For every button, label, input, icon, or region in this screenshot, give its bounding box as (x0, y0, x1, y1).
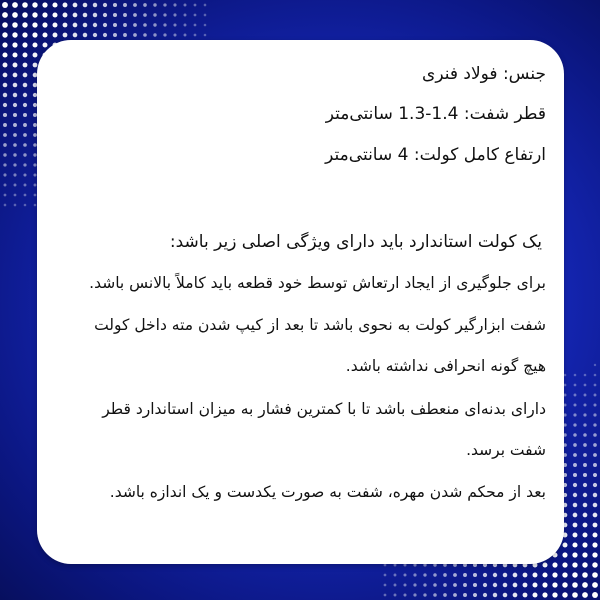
decor-dot (133, 13, 137, 17)
decor-dot (23, 83, 28, 88)
decor-dot (583, 473, 587, 477)
decor-dot (433, 583, 437, 587)
decor-dot (562, 582, 567, 587)
decor-dot (394, 594, 397, 597)
decor-dot (573, 413, 576, 416)
decor-dot (24, 194, 27, 197)
decor-dot (3, 133, 7, 137)
decor-dot (573, 433, 576, 436)
decor-dot (23, 153, 26, 156)
decor-dot (583, 493, 587, 497)
decor-dot (13, 143, 17, 147)
decor-dot (14, 204, 17, 207)
decor-dot (23, 103, 27, 107)
decor-dot (473, 583, 477, 587)
decor-dot (63, 13, 68, 18)
decor-dot (133, 3, 137, 7)
decor-dot (32, 22, 37, 27)
decor-dot (63, 23, 68, 28)
decor-dot (13, 113, 17, 117)
decor-dot (542, 582, 547, 587)
decor-dot (22, 2, 28, 8)
decor-dot (572, 552, 577, 557)
decor-dot (593, 483, 597, 487)
decor-dot (14, 184, 17, 187)
decor-dot (123, 33, 127, 37)
decor-dot (23, 93, 27, 97)
decor-dot (583, 523, 588, 528)
decor-dot (23, 123, 27, 127)
decor-dot (503, 593, 508, 598)
decor-dot (583, 403, 586, 406)
decor-dot (593, 443, 597, 447)
paragraph-line: برای جلوگیری از ایجاد ارتعاش توسط خود قطعه باید کاملاً بالانس باشد. (89, 274, 546, 292)
decor-dot (2, 2, 8, 8)
decor-dot (423, 573, 426, 576)
decor-dot (573, 463, 577, 467)
decor-dot (584, 394, 587, 397)
decor-dot (574, 384, 577, 387)
decor-dot (32, 42, 37, 47)
decor-dot (93, 23, 97, 27)
decor-dot (42, 12, 47, 17)
decor-dot (2, 22, 8, 28)
paragraph-line: بعد از محکم شدن مهره، شفت به صورت یکدست و یک اندازه باشد. (109, 483, 546, 501)
decor-dot (83, 3, 88, 8)
decor-dot (3, 83, 8, 88)
decor-dot (483, 593, 487, 597)
decor-dot (572, 592, 578, 598)
decor-dot (384, 594, 387, 597)
decor-dot (153, 3, 156, 6)
decor-dot (573, 523, 578, 528)
decor-dot (582, 552, 587, 557)
decor-dot (542, 592, 547, 597)
decor-dot (13, 93, 17, 97)
decor-dot (394, 574, 397, 577)
decor-dot (113, 23, 117, 27)
decor-dot (473, 573, 477, 577)
decor-dot (513, 593, 518, 598)
decor-dot (3, 63, 8, 68)
decor-dot (184, 34, 187, 37)
decor-dot (463, 583, 467, 587)
decor-dot (3, 173, 6, 176)
decor-dot (73, 33, 78, 38)
decor-dot (582, 572, 588, 578)
info-card (37, 40, 564, 564)
decor-dot (23, 133, 27, 137)
decor-dot (584, 384, 587, 387)
decor-dot (113, 3, 117, 7)
decor-dot (2, 52, 7, 57)
decor-dot (12, 52, 17, 57)
decor-dot (93, 13, 97, 17)
decor-dot (562, 542, 567, 547)
decor-dot (3, 93, 7, 97)
decor-dot (12, 2, 18, 8)
decor-dot (73, 3, 78, 8)
decor-dot (13, 103, 17, 107)
paragraph-line: دارای بدنه‌ای منعطف باشد تا با کمترین فشار به میزان استاندارد قطر (102, 400, 546, 418)
decor-dot (163, 3, 166, 6)
decor-dot (194, 14, 197, 17)
decor-dot (572, 572, 577, 577)
decor-dot (583, 533, 588, 538)
features-heading: یک کولت استاندارد باید دارای ویژگی اصلی زیر باشد: (169, 232, 542, 252)
decor-dot (33, 53, 38, 58)
decor-dot (204, 4, 207, 7)
decor-dot (14, 194, 17, 197)
decor-dot (573, 503, 578, 508)
decor-dot (52, 2, 57, 7)
decor-dot (594, 384, 597, 387)
decor-dot (103, 23, 107, 27)
decor-dot (184, 4, 187, 7)
decor-dot (483, 573, 487, 577)
decor-dot (433, 593, 437, 597)
decor-dot (43, 43, 48, 48)
decor-dot (153, 13, 156, 16)
decor-dot (133, 33, 137, 37)
decor-dot (32, 2, 37, 7)
decor-dot (4, 184, 7, 187)
decor-dot (594, 364, 596, 366)
decor-dot (583, 433, 587, 437)
decor-dot (184, 14, 187, 17)
decor-dot (582, 542, 587, 547)
decor-dot (593, 523, 598, 528)
decor-dot (384, 584, 387, 587)
decor-dot (573, 453, 577, 457)
decor-dot (443, 593, 447, 597)
decor-dot (593, 413, 596, 416)
decor-dot (184, 24, 187, 27)
decor-dot (573, 403, 576, 406)
spec-material: جنس: فولاد فنری (422, 64, 546, 84)
decor-dot (63, 33, 68, 38)
decor-dot (423, 593, 426, 596)
decor-dot (143, 23, 147, 27)
decor-dot (163, 13, 166, 16)
decor-dot (542, 562, 547, 567)
decor-dot (53, 33, 58, 38)
decor-dot (12, 32, 17, 37)
decor-dot (13, 73, 18, 78)
decor-dot (22, 32, 27, 37)
decor-dot (83, 23, 88, 28)
decor-dot (23, 113, 27, 117)
decor-dot (564, 374, 567, 377)
decor-dot (562, 572, 567, 577)
decor-dot (513, 573, 518, 578)
decor-dot (574, 374, 577, 377)
decor-dot (593, 403, 596, 406)
decor-dot (584, 374, 587, 377)
decor-dot (103, 33, 107, 37)
decor-dot (3, 143, 7, 147)
decor-dot (513, 583, 518, 588)
decor-dot (163, 23, 166, 26)
decor-dot (2, 42, 7, 47)
decor-dot (552, 572, 557, 577)
decor-dot (592, 532, 597, 537)
decor-dot (413, 583, 416, 586)
decor-dot (3, 163, 6, 166)
decor-dot (593, 493, 597, 497)
decor-dot (583, 513, 588, 518)
decor-dot (12, 12, 18, 18)
decor-dot (583, 413, 586, 416)
spec-shaft-diameter: قطر شفت: 1.4-1.3 سانتی‌متر (325, 104, 546, 124)
decor-dot (594, 374, 597, 377)
decor-dot (32, 32, 37, 37)
decor-dot (22, 12, 28, 18)
decor-dot (592, 572, 598, 578)
decor-dot (143, 3, 147, 7)
decor-dot (593, 473, 597, 477)
decor-dot (4, 194, 7, 197)
decor-dot (123, 23, 127, 27)
decor-dot (574, 394, 577, 397)
decor-dot (73, 13, 78, 18)
decor-dot (573, 473, 577, 477)
decor-dot (573, 483, 577, 487)
decor-dot (63, 3, 68, 8)
decor-dot (573, 513, 578, 518)
decor-dot (13, 153, 16, 156)
decor-dot (153, 33, 156, 36)
decor-dot (13, 163, 16, 166)
decor-dot (583, 483, 587, 487)
decor-dot (4, 204, 7, 207)
decor-dot (493, 583, 497, 587)
decor-dot (3, 73, 8, 78)
decor-dot (433, 573, 436, 576)
decor-dot (594, 394, 597, 397)
decor-dot (12, 42, 17, 47)
decor-dot (52, 12, 57, 17)
decor-dot (592, 552, 597, 557)
decor-dot (583, 463, 587, 467)
paragraph-line: هیچ گونه انحرافی نداشته باشد. (345, 357, 546, 375)
decor-dot (13, 83, 18, 88)
decor-dot (523, 593, 528, 598)
decor-dot (453, 583, 457, 587)
decor-dot (552, 592, 557, 597)
decor-dot (42, 22, 47, 27)
decor-dot (3, 113, 7, 117)
decor-dot (552, 562, 557, 567)
decor-dot (173, 13, 176, 16)
decor-dot (2, 12, 8, 18)
decor-dot (2, 32, 7, 37)
decor-dot (582, 562, 587, 567)
decor-dot (13, 63, 18, 68)
decor-dot (42, 2, 47, 7)
decor-dot (413, 593, 416, 596)
decor-dot (153, 23, 156, 26)
decor-dot (12, 22, 18, 28)
decor-dot (403, 593, 406, 596)
decor-dot (22, 42, 27, 47)
decor-dot (194, 24, 197, 27)
decor-dot (23, 73, 28, 78)
decor-dot (204, 14, 207, 17)
decor-dot (113, 33, 117, 37)
decor-dot (123, 3, 127, 7)
decor-dot (113, 13, 117, 17)
decor-dot (582, 592, 588, 598)
decor-dot (204, 34, 207, 37)
decor-dot (583, 453, 587, 457)
decor-dot (163, 33, 166, 36)
decor-dot (583, 443, 587, 447)
decor-dot (453, 573, 457, 577)
decor-dot (384, 564, 387, 567)
decor-dot (384, 574, 387, 577)
decor-dot (533, 583, 538, 588)
decor-dot (24, 204, 27, 207)
decor-dot (394, 584, 397, 587)
decor-dot (593, 463, 597, 467)
decor-dot (34, 204, 37, 207)
decor-dot (23, 163, 26, 166)
decor-dot (13, 173, 16, 176)
decor-dot (572, 582, 578, 588)
decor-dot (593, 453, 597, 457)
decor-dot (493, 573, 497, 577)
decor-dot (582, 582, 588, 588)
paragraph-line: شفت ابزارگیر کولت به نحوی باشد تا بعد از کیپ شدن مته داخل کولت (94, 316, 546, 334)
decor-dot (523, 573, 528, 578)
decor-dot (93, 3, 97, 7)
decor-dot (593, 513, 598, 518)
decor-dot (562, 552, 567, 557)
decor-dot (123, 13, 127, 17)
decor-dot (593, 423, 596, 426)
decor-dot (413, 573, 416, 576)
decor-dot (173, 3, 176, 6)
decor-dot (573, 443, 577, 447)
decor-dot (103, 3, 107, 7)
decor-dot (583, 503, 588, 508)
decor-dot (593, 503, 598, 508)
decor-dot (564, 384, 567, 387)
decor-dot (93, 33, 97, 37)
decor-dot (173, 23, 176, 26)
decor-dot (463, 593, 467, 597)
decor-dot (42, 32, 47, 37)
decor-dot (542, 572, 547, 577)
decor-dot (532, 592, 537, 597)
decor-dot (562, 592, 567, 597)
decor-dot (143, 13, 147, 17)
decor-dot (13, 133, 17, 137)
decor-dot (22, 22, 27, 27)
decor-dot (443, 583, 447, 587)
decor-dot (13, 123, 17, 127)
decor-dot (103, 13, 107, 17)
decor-dot (473, 593, 477, 597)
decor-dot (572, 562, 577, 567)
decor-dot (3, 153, 6, 156)
decor-dot (143, 33, 147, 37)
decor-dot (493, 593, 497, 597)
spec-collet-height: ارتفاع کامل کولت: 4 سانتی‌متر (325, 145, 546, 165)
decor-dot (83, 13, 88, 18)
decor-dot (23, 173, 26, 176)
decor-dot (592, 592, 598, 598)
decor-dot (453, 593, 457, 597)
decor-dot (573, 533, 578, 538)
decor-dot (24, 184, 27, 187)
decor-dot (583, 423, 586, 426)
decor-dot (552, 582, 557, 587)
decor-dot (34, 194, 37, 197)
decor-dot (23, 143, 27, 147)
decor-dot (133, 23, 137, 27)
decor-dot (194, 4, 197, 7)
decor-dot (32, 12, 37, 17)
decor-dot (503, 573, 508, 578)
decor-dot (423, 583, 426, 586)
decor-dot (52, 22, 57, 27)
paragraph-line: شفت برسد. (466, 441, 546, 459)
decor-dot (573, 423, 576, 426)
decor-dot (204, 24, 207, 27)
decor-dot (463, 573, 467, 577)
decor-dot (22, 52, 27, 57)
decor-dot (483, 583, 487, 587)
decor-dot (592, 542, 597, 547)
decor-dot (194, 34, 197, 37)
decor-dot (592, 562, 597, 567)
decor-dot (572, 542, 577, 547)
decor-dot (533, 573, 538, 578)
decor-dot (562, 562, 567, 567)
decor-dot (503, 583, 508, 588)
decor-dot (3, 123, 7, 127)
decor-dot (83, 33, 87, 37)
decor-dot (592, 582, 598, 588)
decor-dot (73, 23, 78, 28)
decor-dot (523, 583, 528, 588)
decor-dot (443, 573, 447, 577)
decor-dot (573, 493, 577, 497)
decor-dot (3, 103, 7, 107)
decor-dot (593, 433, 597, 437)
decor-dot (173, 33, 176, 36)
decor-dot (403, 583, 406, 586)
decor-dot (403, 573, 406, 576)
decor-dot (23, 63, 28, 68)
